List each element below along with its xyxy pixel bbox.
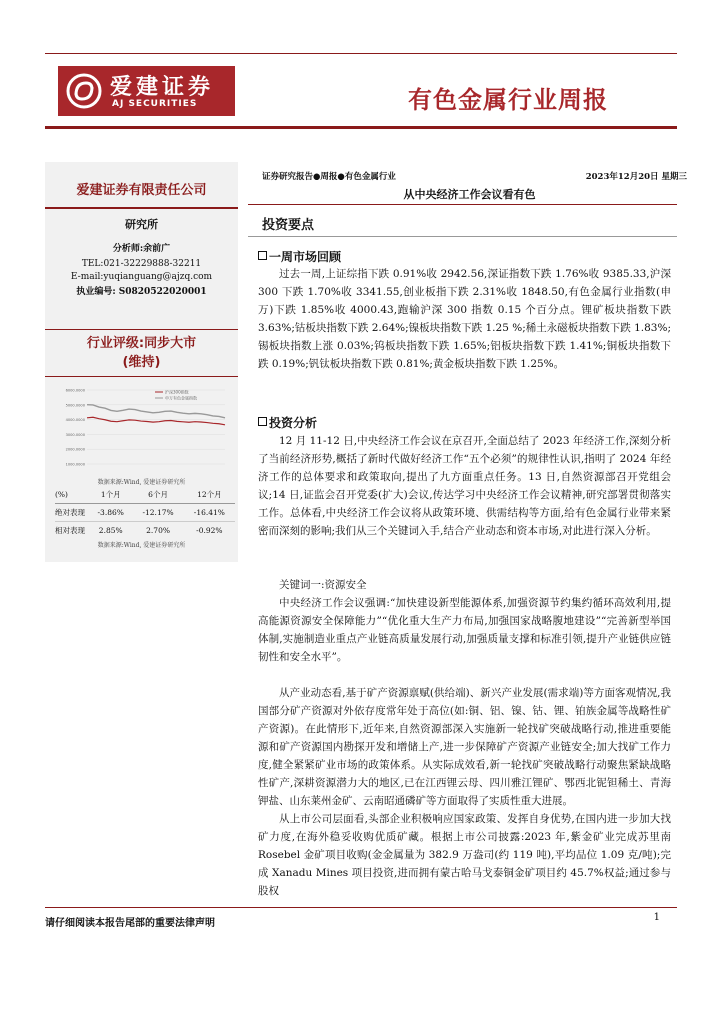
row-label: 绝对表现 (55, 504, 89, 522)
table-row (55, 504, 235, 522)
series-line-1 (87, 405, 225, 418)
table-source: 数据来源:Wind, 爱建证券研究所 (97, 542, 186, 549)
logo-emblem-icon (66, 73, 102, 109)
table-header-row (55, 486, 235, 504)
report-date: 2023年12月20日 星期三 (585, 172, 687, 182)
row-label: 相对表现 (55, 526, 85, 535)
sidebar-divider (45, 207, 238, 209)
section-heading-investment-analysis (258, 414, 317, 431)
key-points-rule (248, 236, 677, 237)
rating-line1: 行业评级:同步大市 (86, 336, 197, 351)
table-cell: 2.70% (146, 526, 170, 535)
analyst-name: 分析师:余前广 (112, 244, 171, 254)
footer-rule (45, 907, 677, 908)
legend-label: 沪深300指数 (165, 389, 189, 395)
y-tick-label: 4000.0000 (65, 418, 85, 423)
page-number: 1 (653, 912, 660, 923)
analyst-cert: 执业编号: S0820522020001 (76, 287, 207, 297)
section-heading-text: 一周市场回顾 (269, 250, 342, 264)
y-tick-label: 2000.0000 (65, 447, 85, 452)
industry-rating (45, 334, 238, 372)
sidebar-divider (45, 329, 238, 330)
table-header-cell: (%) (55, 486, 89, 504)
rating-line2: (维持) (122, 355, 161, 370)
paragraph-analysis-intro: 12 月 11-12 日,中央经济工作会议在京召开,全面总结了 2023 年经济工作,深刻分析了当前经济形势,概括了新时代做好经济工作“五个必须”的规律性认识,指明了 2024 年经济工作的总体要求和政策取向,提出了九方面重点任务。13 日,自然资源部召开党组会议;14 日,证监会召开党委(扩大)会议,传达学习中央经济工作会议精神,研究部署贯彻落实工作。总体看,中央经济工作会议将从政策环境、供需结构等方面,给有色金属行业带来紧密而深刻的影响;我们从三个关键词入手,结合产业动态和资本市场,对此进行深入分析。 (258, 435, 671, 537)
section-heading-market-review (258, 248, 341, 265)
logo-text-en: AJ SECURITIES (112, 99, 198, 109)
header-rule (45, 126, 677, 129)
paragraph-market-review: 过去一周,上证综指下跌 0.91%收 2942.56,深证指数下跌 1.76%收 9385.33,沪深 300 下跌 1.70%收 3341.55,创业板指下跌 2.31%收 1848.50,有色金属行业指数(申万)下跌 1.85%收 4000.43,跑输沪深 300 指数 0.15 个百分点。锂矿板块指数下跌 3.63%;钴板块指数下跌 2.64%;镍板块指数下跌 1.25 %;稀土永磁板块指数下跌 1.83%;锡板块指数上涨 0.03%;钨板块指数下跌 1.65%;铝板块指数下跌 1.41%;铜板块指数下跌 0.19%;钒钛板块指数下跌 0.81%;黄金板块指数下跌 1.25%。 (258, 268, 671, 370)
table-header-cell: 1个月 (89, 486, 132, 504)
table-cell: 2.85% (98, 526, 123, 535)
index-chart (57, 386, 229, 470)
table-cell: -0.92% (196, 526, 223, 535)
table-header-cell: 6个月 (132, 486, 183, 504)
top-rule (45, 53, 677, 54)
checkbox-bullet-icon (258, 417, 267, 426)
table-cell: -16.41% (184, 504, 235, 522)
y-tick-label: 1000.0000 (65, 462, 85, 467)
y-tick-label: 6000.0000 (65, 388, 85, 393)
paragraph-industry-dynamics: 从产业动态看,基于矿产资源禀赋(供给端)、新兴产业发展(需求端)等方面客观情况,我国部分矿产资源对外依存度常年处于高位(如:铜、铝、镍、钴、锂、铂族金属等战略性矿产资源)。在此情形下,近年来,自然资源部深入实施新一轮找矿突破战略行动,推进重要能源和矿产资源国内勘探开发和增储上产,进一步保障矿产资源产业链安全;加大找矿工作力度,健全紧紧矿业市场的政策体系。从实际成效看,新一轮找矿突破战略行动聚焦紧缺战略性矿产,深耕资源潜力大的地区,已在江西锂云母、四川雅江锂矿、鄂西北铌钽稀土、青海钾盐、山东莱州金矿、云南昭通磷矿等方面取得了实质性重大进展。 (258, 687, 671, 807)
legend-label: 申万有色金属指数 (165, 395, 197, 401)
checkbox-bullet-icon (258, 251, 267, 260)
sidebar-divider (45, 376, 238, 377)
table-row (55, 522, 235, 540)
paragraph-conference-quote: 中央经济工作会议强调:“加快建设新型能源体系,加强资源节约集约循环高效利用,提高能源资源安全保障能力”“优化重大生产力布局,加强国家战略腹地建设”“完善新型举国体制,实施制造业重点产业链高质量发展行动,加强质量支撑和标准引领,提升产业链供应链韧性和安全水平”。 (258, 597, 671, 663)
section-heading-text: 投资分析 (269, 416, 318, 430)
series-line-0 (87, 417, 225, 425)
table-cell: -12.17% (132, 504, 183, 522)
table-header-cell: 12个月 (184, 486, 235, 504)
table-cell: -3.86% (89, 504, 132, 522)
chart-source: 数据来源:Wind, 爱建证券研究所 (97, 479, 186, 486)
analyst-tel: TEL:021-32229888-32211 (81, 259, 202, 269)
y-tick-label: 3000.0000 (65, 432, 85, 437)
legal-disclaimer-link[interactable]: 请仔细阅读本报告尾部的重要法律声明 (45, 918, 215, 929)
company-name: 爱建证券有限责任公司 (76, 183, 207, 198)
breadcrumb: 证券研究报告●周报●有色金属行业 (262, 172, 396, 182)
sidebar (45, 162, 238, 562)
department: 研究所 (125, 218, 158, 231)
paragraph-listed-companies: 从上市公司层面看,头部企业积极响应国家政策、发挥自身优势,在国内进一步加大找矿力度,在海外稳妥收购优质矿藏。根据上市公司披露:2023 年,紫金矿业完成苏里南 Rosebel 金矿项目收购(金金属量为 382.9 万盎司(约 119 吨),平均品位 1.09 克/吨);完成 Xanadu Mines 项目投资,进而拥有蒙古哈马戈泰铜金矿项目约 45.7%权益;通过参与股权 (258, 813, 671, 897)
report-subtitle: 从中央经济工作会议看有色 (403, 188, 536, 201)
report-title: 有色金属行业周报 (408, 86, 608, 114)
y-tick-label: 5000.0000 (65, 403, 85, 408)
company-logo (58, 66, 235, 116)
analyst-email[interactable]: E-mail:yuqianguang@ajzq.com (70, 272, 213, 282)
logo-text-cn: 爱建证券 (110, 75, 215, 100)
paragraph-keyword-one: 关键词一:资源安全 (279, 579, 367, 591)
subtitle-rule (248, 204, 677, 205)
performance-table (55, 486, 235, 539)
key-points-heading: 投资要点 (262, 218, 315, 233)
